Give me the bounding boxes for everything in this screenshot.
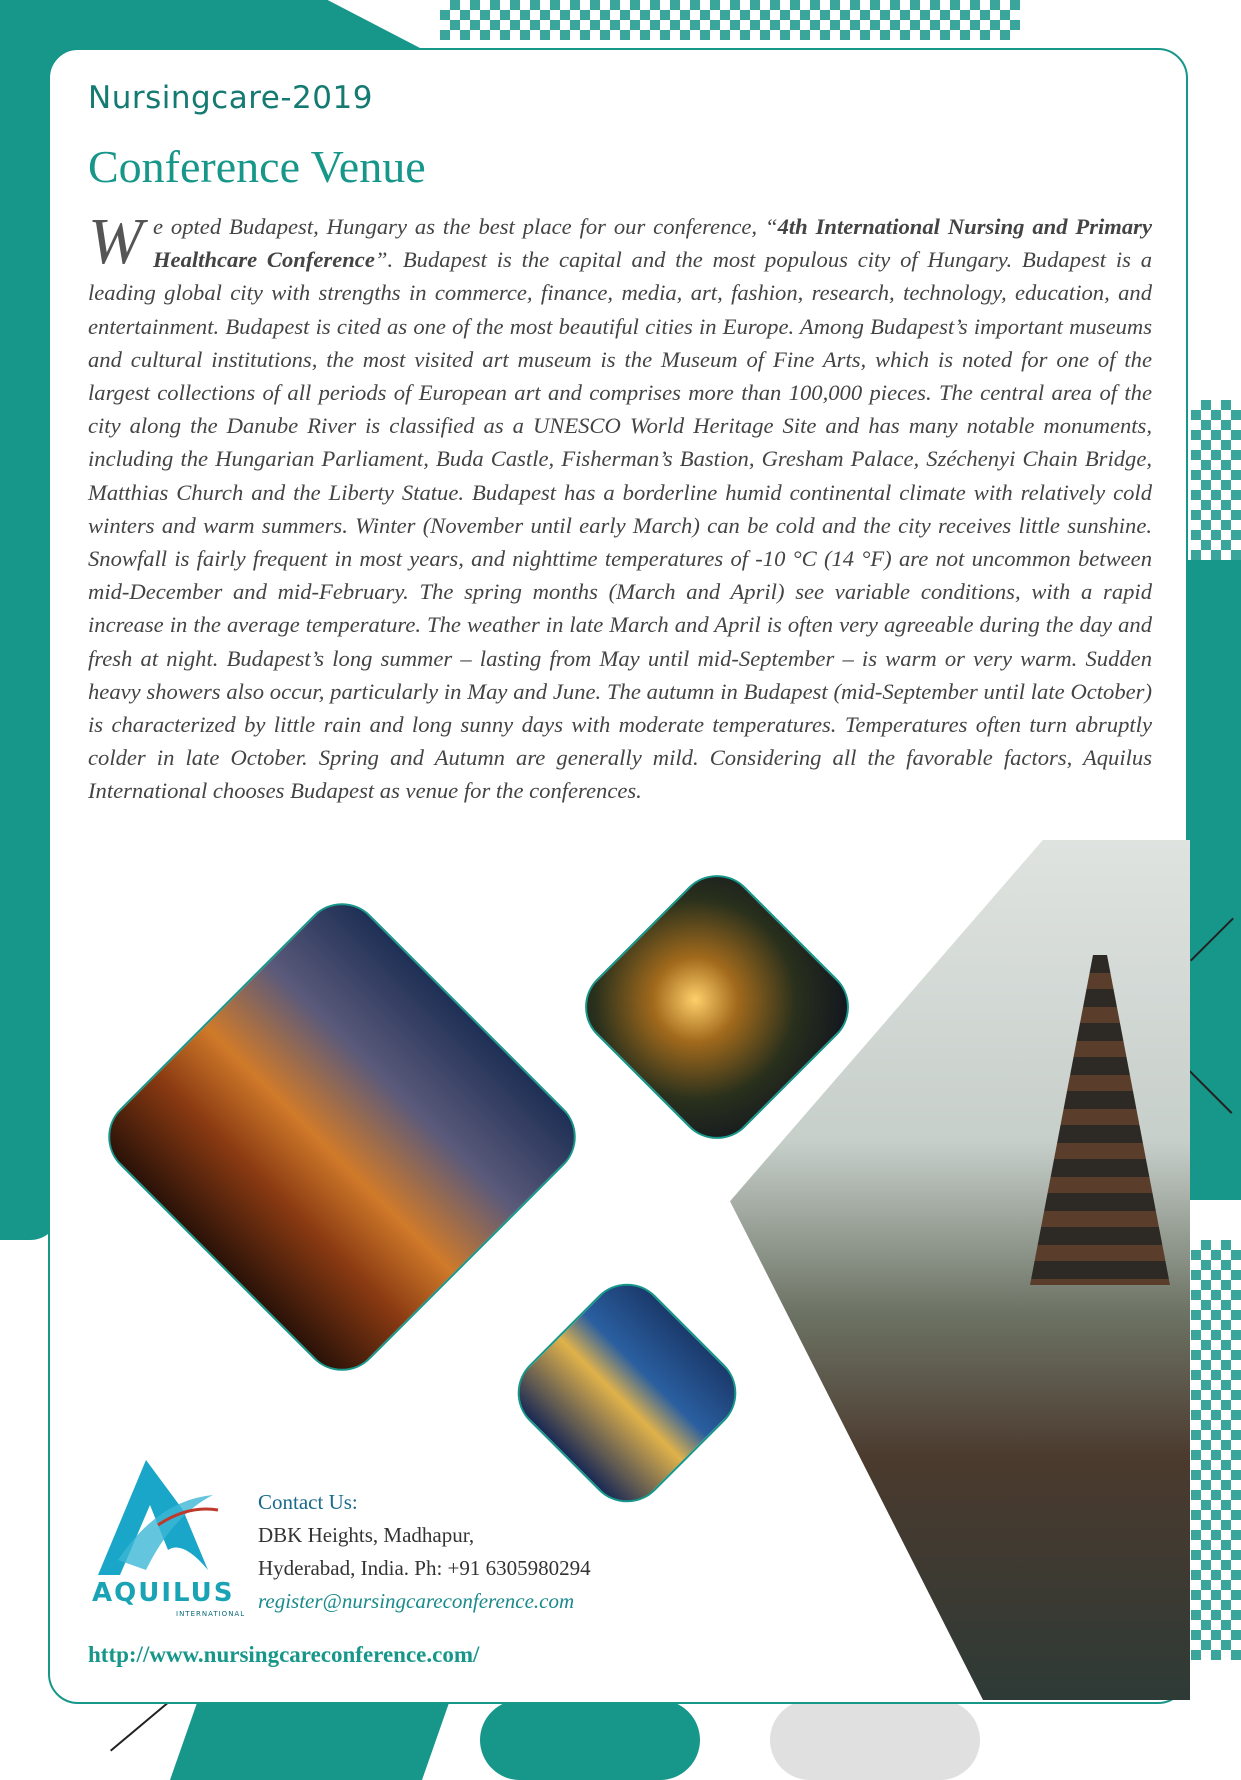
page-title: Conference Venue (88, 141, 426, 192)
decor-bottom-band (170, 1700, 450, 1780)
logo-subtitle: INTERNATIONAL (176, 1610, 246, 1618)
decor-line (110, 1699, 172, 1752)
brand-title: Nursingcare-2019 (88, 80, 373, 116)
drop-cap: W (88, 205, 143, 278)
intro-text: e opted Budapest, Hungary as the best place for our conference, “ (152, 214, 778, 239)
conference-name: 4th International Nursing and Primary Healthcare Conference (152, 214, 1152, 273)
contact-block (258, 1486, 591, 1618)
decor-checker-right-lower (1191, 1240, 1241, 1660)
email-link[interactable]: register@nursingcareconference.com (258, 1589, 575, 1613)
decor-checker-top (440, 0, 1020, 40)
decor-bottom-pill-grey (770, 1700, 980, 1780)
decor-checker-right (1191, 400, 1241, 570)
venue-description (88, 205, 1152, 808)
decor-teal-right (1181, 560, 1241, 1200)
address-line-2: Hyderabad, India. Ph: +91 6305980294 (258, 1556, 591, 1580)
address-line-1: DBK Heights, Madhapur, (258, 1523, 475, 1547)
contact-heading: Contact Us: (258, 1490, 358, 1514)
decor-bottom-pill-teal (480, 1700, 700, 1780)
logo-wordmark: AQUILUS (92, 1578, 235, 1608)
description-paragraph: ”. Budapest is the capital and the most populous city of Hungary. Budapest is a leading global city with strengths in commerce, finance, media, art, fashion, research, technology, education, and entertainment. Budapest is cited as one of the most beautiful cities in Europe. Among Budapest’s important museums and cultural institutions, the most visited art museum is the Museum of Fine Arts, which is noted for one of the largest collections of all periods of European art and comprises more than 100,000 pieces. The central area of the city along the Danube River is classified as a UNESCO World Heritage Site and has many notable monuments, including the Hungarian Parliament, Buda Castle, Fisherman’s Bastion, Gresham Palace, Széchenyi Chain Bridge, Matthias Church and the Liberty Statue. Budapest has a borderline humid continental climate with relatively cold winters and warm summers. Winter (November until early March) can be cold and the city receives little sunshine. Snowfall is fairly frequent in most years, and nighttime temperatures of -10 °C (14 °F) are not uncommon between mid-December and mid-February. The spring months (March and April) see variable conditions, with a rapid increase in the average temperature. The weather in late March and April is often very agreeable during the day and fresh at night. Budapest’s long summer – lasting from May until mid-September – is warm or very warm. Sudden heavy showers also occur, particularly in May and June. The autumn in Budapest (mid-September until late October) is characterized by little rain and long sunny days with moderate temperatures. Temperatures often turn abruptly colder in late October. Spring and Autumn are generally mild. Considering all the favorable factors, Aquilus International chooses Budapest as venue for the conferences. (88, 247, 1152, 804)
website-link[interactable]: http://www.nursingcareconference.com/ (88, 1642, 480, 1667)
